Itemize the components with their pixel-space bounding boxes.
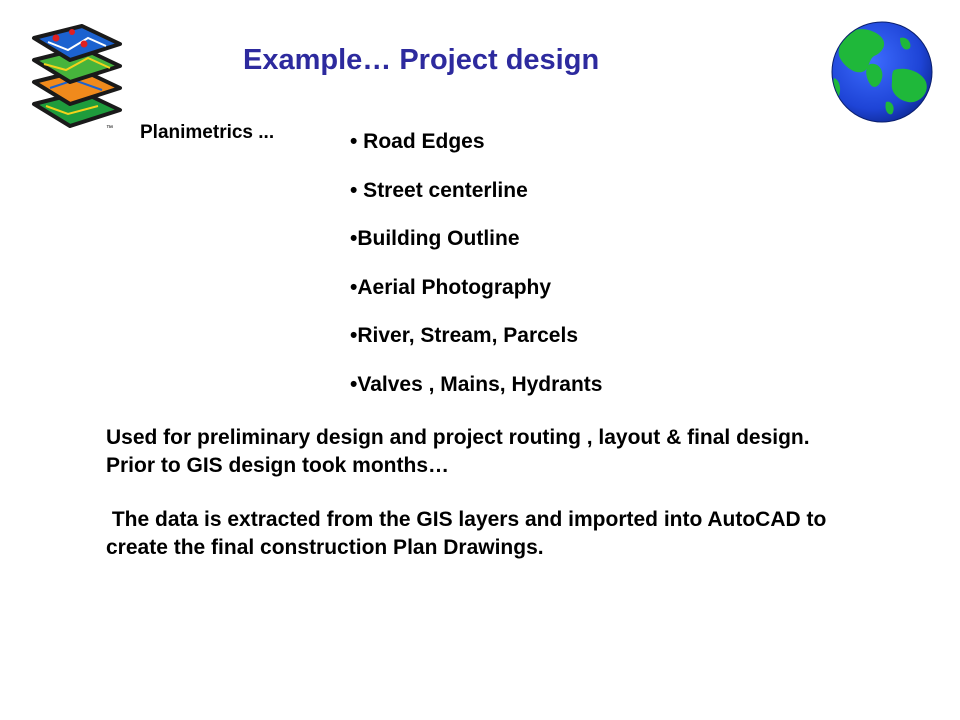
design-paragraph: Used for preliminary design and project routing , layout & final design. Prior to GIS design took months… [106,426,810,477]
list-item: •Aerial Photography [350,275,552,299]
planimetrics-list [350,128,602,420]
autocad-paragraph: The data is extracted from the GIS layers and imported into AutoCAD to create the final construction Plan Drawings. [106,508,833,559]
globe-icon [830,20,934,124]
list-item: •River, Stream, Parcels [350,324,578,348]
gis-layers-icon [28,18,128,136]
planimetrics-label: Planimetrics ... [140,122,275,143]
list-item: •Building Outline [350,227,520,251]
trademark-mark: ™ [106,125,113,132]
list-item: • Street centerline [350,178,528,202]
list-item: •Valves , Mains, Hydrants [350,372,603,396]
slide-title: Example… Project design [243,44,600,76]
list-item: • Road Edges [350,130,485,153]
